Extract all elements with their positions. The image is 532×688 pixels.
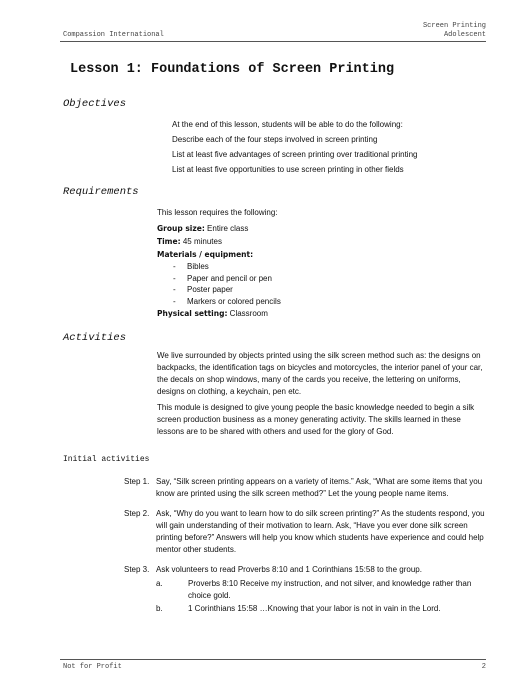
header-level: Adolescent (443, 31, 486, 39)
objectives-heading: Objectives (63, 98, 127, 110)
sub-item-text: Proverbs 8:10 Receive my instruction, and not silver, and knowledge rather than choice gold. (188, 579, 472, 600)
materials-label: Materials / equipment: (157, 250, 254, 259)
sub-item-letter: a. (156, 579, 163, 588)
list-dash: - (173, 273, 176, 283)
objective-item: List at least five advantages of screen printing over traditional printing (172, 150, 418, 159)
header-organization: Compassion International (63, 31, 164, 39)
group-size-line (157, 222, 477, 235)
page-number: 2 (481, 663, 486, 671)
group-size-label: Group size: (157, 224, 205, 233)
group-size-value: Entire class (204, 224, 249, 233)
list-dash: - (173, 296, 176, 306)
material-item: - Bibles (173, 262, 209, 271)
step-number: Step 3. (124, 565, 150, 574)
objectives-list (172, 117, 472, 177)
sub-item-letter: b. (156, 604, 163, 613)
requirements-heading: Requirements (63, 186, 139, 198)
step-text: Say, “Silk screen printing appears on a variety of items.” Ask, “What are some items that you know are printed using the silk screen method?” Let the young people name items. (156, 477, 483, 498)
activities-heading: Activities (63, 332, 127, 344)
scripture-item (156, 603, 486, 615)
step-sub-list (156, 578, 486, 615)
step-number: Step 1. (124, 477, 150, 486)
physical-setting-value: Classroom (227, 309, 268, 318)
objectives-intro: At the end of this lesson, students will be able to do the following: (172, 120, 403, 129)
running-header-right (423, 22, 486, 40)
objective-item: List at least five opportunities to use screen printing in other fields (172, 165, 404, 174)
requirements-block (157, 206, 477, 320)
activities-paragraph: We live surrounded by objects printed using the silk screen method such as: the designs on backpacks, the identification tags on bicycles and motorcycles, the interior panel of your car, the decals on shop windows, many of the cards you receive, the lettering on uniforms, designs on clothing, a keychain, pen etc. (157, 351, 483, 396)
initial-activities-heading: Initial activities (63, 455, 150, 464)
step-item (124, 564, 486, 615)
material-item: - Paper and pencil or pen (173, 273, 272, 283)
material-item: - Markers or colored pencils (173, 296, 281, 306)
objective-item: Describe each of the four steps involved in screen printing (172, 135, 378, 144)
materials-line (157, 248, 477, 261)
physical-setting-line (157, 307, 477, 320)
list-dash: - (173, 285, 176, 294)
physical-setting-label: Physical setting: (157, 309, 228, 318)
list-dash: - (173, 262, 176, 271)
activities-body (157, 350, 487, 442)
step-item (124, 508, 486, 556)
scripture-item (156, 578, 486, 602)
sub-item-text: 1 Corinthians 15:58 …Knowing that your labor is not in vain in the Lord. (188, 604, 441, 613)
step-text: Ask volunteers to read Proverbs 8:10 and 1 Corinthians 15:58 to the group. (156, 565, 422, 574)
activities-paragraph: This module is designed to give young people the basic knowledge needed to begin a silk screen production business as a money generating activity. The skills learned in these lessons are to be shared with others and used for the glory of God. (157, 403, 475, 436)
steps-list (124, 476, 486, 623)
time-value: 45 minutes (180, 237, 222, 246)
header-rule (60, 41, 486, 42)
requirements-intro: This lesson requires the following: (157, 208, 278, 217)
lesson-title: Lesson 1: Foundations of Screen Printing (70, 62, 395, 77)
step-text: Ask, “Why do you want to learn how to do silk screen printing?” As the students respond, you will gain understanding of their motivation to learn. Ask, “Have you ever done silk screen printing before?” Answers will help you know which students have experience and could help mentor other students. (156, 509, 485, 554)
time-label: Time: (157, 237, 181, 246)
material-item: - Poster paper (173, 285, 233, 294)
step-number: Step 2. (124, 509, 150, 518)
footer-note: Not for Profit (63, 663, 122, 671)
step-item (124, 476, 486, 500)
footer-rule (60, 659, 486, 660)
header-course: Screen Printing (422, 22, 486, 30)
time-line (157, 235, 477, 248)
